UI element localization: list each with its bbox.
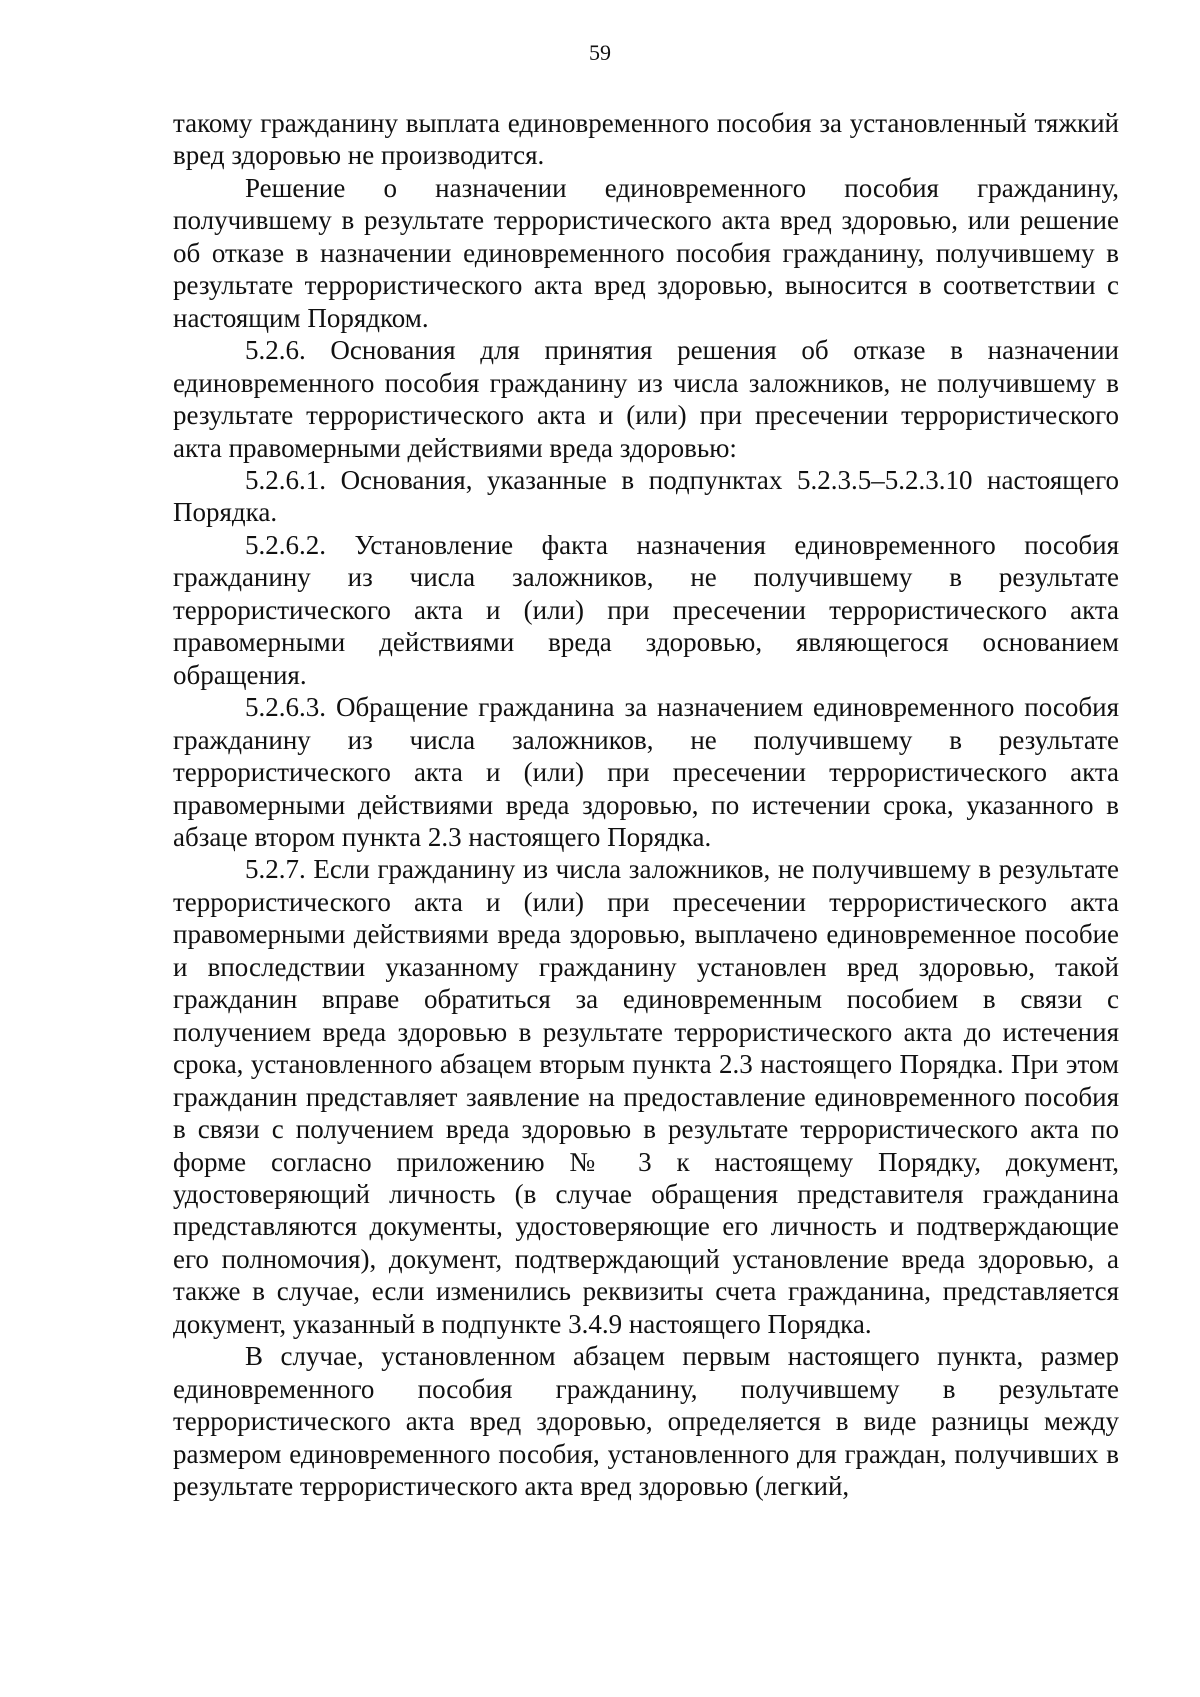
document-body (173, 107, 1119, 1502)
paragraph-decision: Решение о назначении единовременного пособия гражданину, получившему в результате террористического акта вред здоровью, или решение об отказе в назначении единовременного пособия гражданину, получившему в результате террористического акта вред здоровью, выносится в соответствии с настоящим Порядком. (173, 172, 1119, 333)
paragraph-5-2-6-1: 5.2.6.1. Основания, указанные в подпунктах 5.2.3.5–5.2.3.10 настоящего Порядка. (173, 464, 1119, 528)
paragraph-continuation: такому гражданину выплата единовременного пособия за установленный тяжкий вред здоровью не производится. (173, 108, 1119, 171)
paragraph-size-difference: В случае, установленном абзацем первым настоящего пункта, размер единовременного пособия гражданину, получившему в результате террористического акта вред здоровью, определяется в виде разницы между размером единовременного пособия, установленного для граждан, получивших в результате террористического акта вред здоровью (легкий, (173, 1341, 1119, 1502)
paragraph-5-2-6-2: 5.2.6.2. Установление факта назначения единовременного пособия гражданину из числа заложников, не получившему в результате террористического акта и (или) при пресечении террористического акта правомерными действиями вреда здоровью, являющегося основанием обращения. (173, 529, 1119, 690)
paragraph-5-2-7: 5.2.7. Если гражданину из числа заложников, не получившему в результате террористического акта и (или) при пресечении террористического акта правомерными действиями вреда здоровью, выплачено единовременное пособие и впоследствии указанному гражданину установлен вред здоровью, такой гражданин вправе обратиться за единовременным пособием в связи с получением вреда здоровью в результате террористического акта до истечения срока, установленного абзацем вторым пункта 2.3 настоящего Порядка. При этом гражданин представляет заявление на предоставление единовременного пособия в связи с получением вреда здоровью в результате террористического акта по форме согласно приложению № 3 к настоящему Порядку, документ, удостоверяющий личность (в случае обращения представителя гражданина представляются документы, удостоверяющие его личность и подтверждающие его полномочия), документ, подтверждающий установление вреда здоровью, а также в случае, если изменились реквизиты счета гражданина, представляется документ, указанный в подпункте 3.4.9 настоящего Порядка. (173, 854, 1119, 1339)
paragraph-5-2-6-3: 5.2.6.3. Обращение гражданина за назначением единовременного пособия гражданину из числа заложников, не получившему в результате террористического акта и (или) при пресечении террористического акта правомерными действиями вреда здоровью, по истечении срока, указанного в абзаце втором пункта 2.3 настоящего Порядка. (173, 692, 1119, 852)
page-number: 59 (589, 40, 611, 65)
paragraph-5-2-6: 5.2.6. Основания для принятия решения об отказе в назначении единовременного пособия гражданину из числа заложников, не получившему в результате террористического акта и (или) при пресечении террористического акта правомерными действиями вреда здоровью: (173, 335, 1119, 463)
